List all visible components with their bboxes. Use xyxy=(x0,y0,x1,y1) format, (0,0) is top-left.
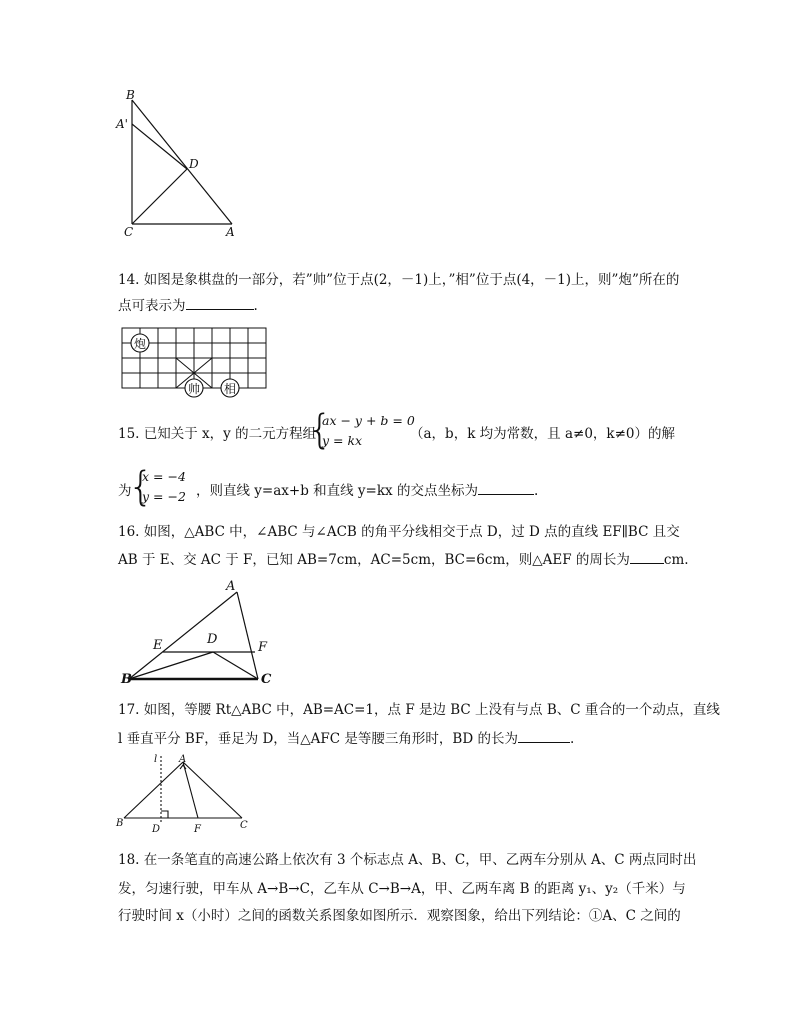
q15-suffix: （a，b，k 均为常数，且 a≠0，k≠0）的解 xyxy=(410,426,675,442)
answer-blank-q15[interactable] xyxy=(478,482,534,495)
svg-text:炮: 炮 xyxy=(133,337,147,351)
label-b: B xyxy=(116,818,124,829)
label-c: C xyxy=(124,225,134,239)
piece-pao xyxy=(131,334,149,352)
q16-line2: AB 于 E、交 AC 于 F，已知 AB=7cm，AC=5cm，BC=6cm，则△AEF 的周长为 cm. xyxy=(118,552,689,568)
brace-icon: { xyxy=(128,464,154,510)
q14-line1: 14. 如图是象棋盘的一部分，若”帅”位于点(2，－1)上，”相”位于点(4，－1)上，则”炮”所在的 xyxy=(118,272,680,288)
piece-xiang xyxy=(221,379,239,397)
label-b: B xyxy=(121,672,132,685)
answer-blank-q17[interactable] xyxy=(518,730,570,743)
label-a: A xyxy=(226,579,236,594)
q16-line1: 16. 如图，△ABC 中，∠ABC 与∠ACB 的角平分线相交于点 D，过 D 点的直线 EF∥BC 且交 xyxy=(118,524,680,540)
label-a-prime: A' xyxy=(116,117,128,131)
q15-solution: x = −4 y = −2 xyxy=(142,469,186,504)
q18-line1: 18. 在一条笔直的高速公路上依次有 3 个标志点 A、B、C，甲、乙两车分别从 A、C 两点同时出 xyxy=(118,852,697,868)
label-d: D xyxy=(152,824,161,835)
answer-blank-q16[interactable] xyxy=(630,551,664,564)
label-a: A xyxy=(179,754,187,765)
label-c: C xyxy=(261,672,272,685)
figure-chessboard xyxy=(116,325,276,401)
q15-line2-suffix: ，则直线 y=ax+b 和直线 y=kx 的交点坐标为 . xyxy=(196,483,539,499)
svg-text:相: 相 xyxy=(223,382,237,396)
label-a: A xyxy=(226,225,235,239)
segment-cd xyxy=(132,169,187,224)
label-f: F xyxy=(258,640,268,655)
label-f: F xyxy=(194,824,201,835)
brace-icon: { xyxy=(307,407,333,453)
label-d: D xyxy=(207,632,218,647)
svg-text:帅: 帅 xyxy=(187,382,201,396)
figure-q13 xyxy=(110,88,250,243)
q15-line2-prefix: 为 xyxy=(118,483,132,499)
segment-a-prime-d xyxy=(132,124,187,169)
segment-ba xyxy=(132,100,232,224)
answer-blank-q14[interactable] xyxy=(186,297,254,310)
figure-q16 xyxy=(115,575,285,685)
label-b: B xyxy=(126,88,135,102)
label-e: E xyxy=(153,638,163,653)
q15-prefix: 15. 已知关于 x，y 的二元方程组 xyxy=(118,426,317,442)
label-d: D xyxy=(189,157,199,171)
label-c: C xyxy=(240,820,248,831)
q18-line3: 行驶时间 x（小时）之间的函数关系图象如图所示．观察图象，给出下列结论：①A、C 之间的 xyxy=(118,908,681,924)
q17-line1: 17. 如图，等腰 Rt△ABC 中，AB=AC=1，点 F 是边 BC 上没有与点 B、C 重合的一个动点，直线 xyxy=(118,702,720,718)
q18-line2: 发，匀速行驶，甲车从 A→B→C，乙车从 C→B→A，甲、乙两车离 B 的距离 y₁、y₂（千米）与 xyxy=(118,881,686,897)
label-l: l xyxy=(154,754,158,765)
piece-shuai xyxy=(185,379,203,397)
figure-q17 xyxy=(114,752,259,836)
q14-line2: 点可表示为 . xyxy=(118,298,258,314)
q15-system: ax − y + b = 0 y = kx xyxy=(322,413,415,448)
q17-line2: l 垂直平分 BF，垂足为 D，当△AFC 是等腰三角形时，BD 的长为 . xyxy=(118,731,575,747)
